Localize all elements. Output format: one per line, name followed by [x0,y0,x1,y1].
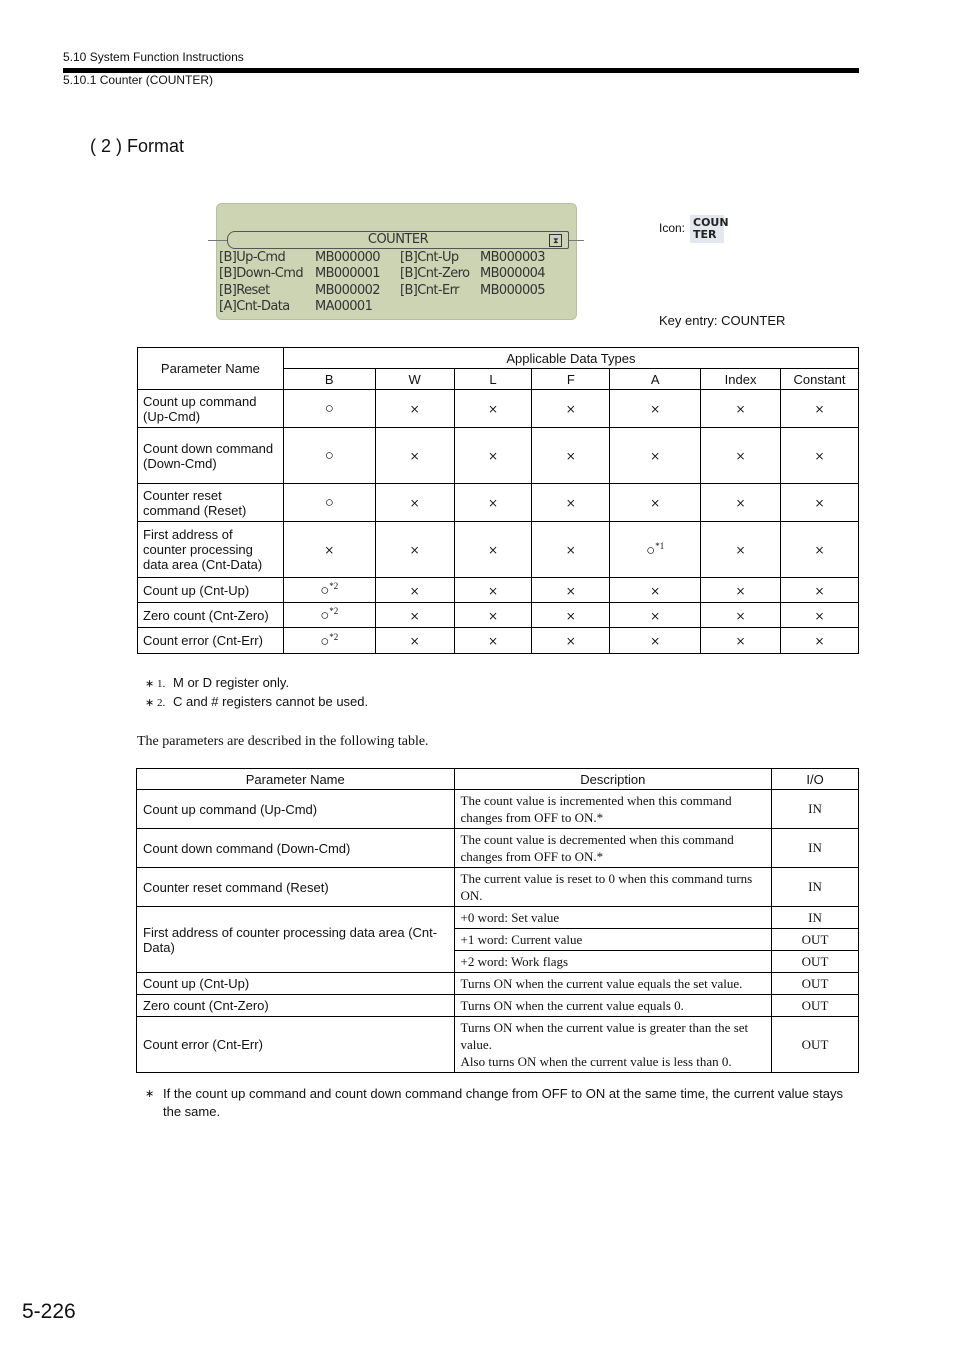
allowed-mark: ○ [646,541,656,559]
type-cell [781,428,859,484]
param-description: Turns ON when the current value equals 0. [454,995,772,1017]
type-cell [283,578,375,603]
not-allowed-mark: × [735,583,746,598]
allowed-mark: ○ [320,582,330,599]
param-name: First address of counter processing data area (Cnt-Data) [137,907,455,973]
type-cell [532,522,610,578]
lcd-value: MB000003 [480,250,545,265]
type-cell [701,390,781,428]
not-allowed-mark: × [814,583,825,598]
type-cell [283,484,375,522]
type-cell [610,628,701,654]
type-cell [532,603,610,628]
type-cell [454,390,532,428]
applicable-types-header: Applicable Data Types [283,348,858,369]
intro-text: The parameters are described in the following table. [137,734,429,749]
lcd-value: MB000005 [480,283,545,298]
column-header: B [283,369,375,390]
type-cell [610,578,701,603]
not-allowed-mark: × [565,496,576,510]
type-cell [283,522,375,578]
lcd-param: [B]Cnt-Zero [400,266,470,281]
section-heading: 5.10 System Function Instructions [63,50,244,64]
type-cell [701,628,781,654]
instruction-title-bar [227,231,569,249]
param-name: Zero count (Cnt-Zero) [137,995,455,1017]
param-name: Count error (Cnt-Err) [138,628,284,654]
param-name-header: Parameter Name [138,348,284,390]
type-cell [701,578,781,603]
counter-icon [690,215,729,243]
footnote-text: If the count up command and count down command change from OFF to ON at the same time, the current value stays the same. [163,1086,843,1119]
icon-text-line2: TER [693,228,717,241]
type-cell [454,628,532,654]
type-cell [610,390,701,428]
allowed-mark: ○ [324,494,334,511]
type-cell [781,578,859,603]
data-type-row [138,428,859,484]
type-cell [532,628,610,654]
not-allowed-mark: × [650,496,661,510]
param-description: +0 word: Set value [454,907,772,929]
lcd-value: MB000001 [315,266,380,281]
not-allowed-mark: × [735,608,746,623]
data-type-row [138,522,859,578]
param-name: Count up command (Up-Cmd) [138,390,284,428]
data-type-row [138,603,859,628]
type-cell [375,578,454,603]
param-io: OUT [772,995,859,1017]
param-io: IN [772,868,859,907]
column-header: W [375,369,454,390]
footnote-ref: *1 [655,540,665,551]
param-name: Counter reset command (Reset) [137,868,455,907]
type-cell [375,628,454,654]
param-io: OUT [772,1017,859,1073]
not-allowed-mark: × [565,402,576,416]
not-allowed-mark: × [409,608,420,623]
param-name: Counter reset command (Reset) [138,484,284,522]
type-cell [283,603,375,628]
type-cell [283,628,375,654]
note-text: C and # registers cannot be used. [173,694,369,709]
timer-icon: ⧗ [549,234,562,247]
not-allowed-mark: × [735,402,746,416]
param-description: The count value is decremented when this command changes from OFF to ON.* [454,829,772,868]
type-cell [375,484,454,522]
subsection-heading: 5.10.1 Counter (COUNTER) [63,73,214,87]
not-allowed-mark: × [565,608,576,623]
not-allowed-mark: × [487,543,498,557]
param-io: IN [772,790,859,829]
not-allowed-mark: × [565,583,576,598]
not-allowed-mark: × [409,496,420,510]
allowed-mark: ○ [324,400,334,417]
not-allowed-mark: × [814,543,825,557]
param-name: Zero count (Cnt-Zero) [138,603,284,628]
type-cell [454,522,532,578]
not-allowed-mark: × [814,634,825,648]
lcd-value: MB000004 [480,266,545,281]
not-allowed-mark: × [735,634,746,648]
footnote-ref: *2 [329,581,339,591]
not-allowed-mark: × [324,543,335,557]
description-line: Turns ON when the current value is greater than the set value. [460,1020,749,1052]
type-cell [781,390,859,428]
description-line: Also turns ON when the current value is less than 0. [460,1054,732,1069]
not-allowed-mark: × [650,449,661,463]
footnote-marker: ∗ [145,1088,155,1100]
type-cell [610,522,701,578]
data-type-row [138,578,859,603]
not-allowed-mark: × [735,543,746,557]
not-allowed-mark: × [565,543,576,557]
type-cell [781,522,859,578]
not-allowed-mark: × [409,543,420,557]
not-allowed-mark: × [487,608,498,623]
type-cell [375,603,454,628]
not-allowed-mark: × [650,402,661,416]
icon-text-line1: COUN [693,216,729,229]
param-io: IN [772,829,859,868]
param-description: +2 word: Work flags [454,951,772,973]
param-description [454,1017,772,1073]
key-entry: Key entry: COUNTER [659,313,786,328]
param-io: OUT [772,929,859,951]
note-2 [145,694,368,709]
not-allowed-mark: × [487,583,498,598]
not-allowed-mark: × [487,634,498,648]
param-name: Count down command (Down-Cmd) [138,428,284,484]
lcd-param: [B]Up-Cmd [219,250,286,265]
lcd-param: [B]Reset [219,283,270,298]
footnote-ref: *2 [329,631,339,642]
param-description: The count value is incremented when this command changes from OFF to ON.* [454,790,772,829]
type-cell [454,578,532,603]
not-allowed-mark: × [814,608,825,623]
param-name: Count error (Cnt-Err) [137,1017,455,1073]
not-allowed-mark: × [735,496,746,510]
instruction-title: COUNTER [367,232,429,247]
param-name: Count down command (Down-Cmd) [137,829,455,868]
type-cell [454,484,532,522]
not-allowed-mark: × [565,634,576,648]
type-cell [610,484,701,522]
type-cell [283,428,375,484]
not-allowed-mark: × [409,449,420,463]
allowed-mark: ○ [320,607,330,624]
allowed-mark: ○ [324,447,334,464]
param-name: Count up command (Up-Cmd) [137,790,455,829]
not-allowed-mark: × [814,449,825,463]
type-cell [454,603,532,628]
not-allowed-mark: × [409,634,420,648]
column-header: A [610,369,701,390]
not-allowed-mark: × [814,402,825,416]
not-allowed-mark: × [409,583,420,598]
not-allowed-mark: × [650,634,661,648]
not-allowed-mark: × [565,449,576,463]
not-allowed-mark: × [487,496,498,510]
param-io: OUT [772,973,859,995]
note-text: M or D register only. [173,675,290,690]
not-allowed-mark: × [814,496,825,510]
lcd-param: [A]Cnt-Data [219,299,290,314]
page-number: 5-226 [22,1300,76,1323]
header-description: Description [454,769,772,790]
column-header: Index [701,369,781,390]
type-cell [701,603,781,628]
lcd-param: [B]Cnt-Up [400,250,459,265]
lcd-param: [B]Down-Cmd [219,266,303,281]
lcd-value: MA00001 [315,299,373,314]
type-cell [701,484,781,522]
param-name: Count up (Cnt-Up) [138,578,284,603]
note-marker: ∗ 1. [145,678,166,690]
type-cell [532,390,610,428]
header-param-name: Parameter Name [137,769,455,790]
param-io: IN [772,907,859,929]
param-description: +1 word: Current value [454,929,772,951]
data-types-body [138,390,859,654]
data-type-row [138,628,859,654]
type-cell [283,390,375,428]
description-table [136,768,859,1073]
param-name: Count up (Cnt-Up) [137,973,455,995]
type-cell [532,578,610,603]
param-name: First address of counter processing data area (Cnt-Data) [138,522,284,578]
not-allowed-mark: × [650,583,661,598]
type-cell [532,484,610,522]
param-description: The current value is reset to 0 when this command turns ON. [454,868,772,907]
column-header: L [454,369,532,390]
data-type-row [138,484,859,522]
not-allowed-mark: × [409,402,420,416]
type-cell [375,390,454,428]
column-header: F [532,369,610,390]
note-1 [145,675,289,690]
icon-label: Icon: [659,221,686,235]
type-cell [701,522,781,578]
not-allowed-mark: × [650,608,661,623]
lcd-value: MB000000 [315,250,380,265]
type-cell [610,603,701,628]
format-title: ( 2 ) Format [90,136,185,156]
header-io: I/O [772,769,859,790]
type-cell [701,428,781,484]
type-cell [781,603,859,628]
column-header: Constant [781,369,859,390]
note-marker: ∗ 2. [145,697,166,709]
lcd-value: MB000002 [315,283,380,298]
type-cell [781,484,859,522]
type-cell [781,628,859,654]
data-types-table [137,347,859,654]
type-cell [375,522,454,578]
param-io: OUT [772,951,859,973]
data-type-row [138,390,859,428]
allowed-mark: ○ [320,632,330,650]
param-description: Turns ON when the current value equals the set value. [454,973,772,995]
not-allowed-mark: × [487,402,498,416]
footnote-ref: *2 [329,606,339,616]
not-allowed-mark: × [487,449,498,463]
type-cell [375,428,454,484]
type-cell [454,428,532,484]
not-allowed-mark: × [735,449,746,463]
type-cell [532,428,610,484]
lcd-param: [B]Cnt-Err [400,283,459,298]
type-cell [610,428,701,484]
